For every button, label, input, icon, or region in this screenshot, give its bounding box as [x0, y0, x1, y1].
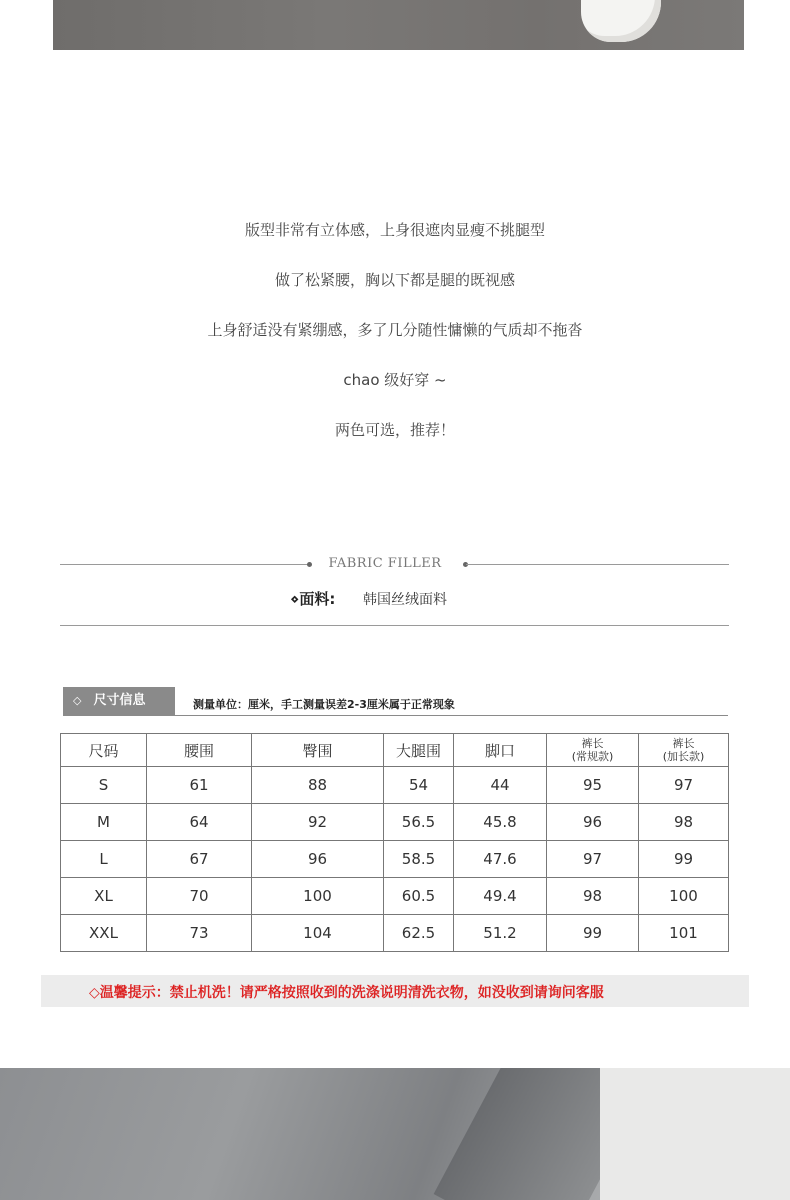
size-table-cell: 62.5	[384, 915, 454, 952]
size-table-cell: 96	[547, 804, 639, 841]
size-table-cell: 45.8	[454, 804, 547, 841]
size-info-tag-label: 尺寸信息	[93, 693, 146, 708]
header-hem: 脚口	[454, 734, 547, 767]
size-table-cell: 99	[547, 915, 639, 952]
size-measure-note: 测量单位：厘米，手工测量误差2-3厘米属于正常现象	[193, 698, 455, 711]
size-table-cell: L	[61, 841, 147, 878]
size-table-cell: 104	[252, 915, 384, 952]
size-table-cell: XL	[61, 878, 147, 915]
size-table-cell: M	[61, 804, 147, 841]
size-table-cell: 96	[252, 841, 384, 878]
fabric-label: ⋄面料:	[290, 590, 336, 608]
header-hip: 臀围	[252, 734, 384, 767]
size-table-cell: 56.5	[384, 804, 454, 841]
fabric-row	[0, 588, 790, 610]
size-table-row	[61, 878, 729, 915]
size-table-cell: XXL	[61, 915, 147, 952]
header-thigh: 大腿围	[384, 734, 454, 767]
diamond-icon: ◇	[73, 694, 82, 707]
size-table-cell: 51.2	[454, 915, 547, 952]
size-table-row	[61, 841, 729, 878]
header-length-regular: 裤长 (常规款)	[547, 734, 639, 767]
size-table-cell: 88	[252, 767, 384, 804]
bottom-fabric-photo	[0, 1068, 790, 1200]
fabric-divider-right	[466, 564, 729, 565]
size-table-cell: 97	[639, 767, 729, 804]
header-waist: 腰围	[147, 734, 252, 767]
size-table-cell: 92	[252, 804, 384, 841]
size-table-cell: 49.4	[454, 878, 547, 915]
description-line-3: 上身舒适没有紧绷感，多了几分随性慵懒的气质却不拖沓	[207, 321, 583, 339]
wash-warning-banner	[41, 975, 749, 1007]
fabric-divider-left	[60, 564, 310, 565]
size-table-cell: 97	[547, 841, 639, 878]
size-table-cell: 95	[547, 767, 639, 804]
wash-warning-text: ◇温馨提示：禁止机洗！请严格按照收到的洗涤说明清洗衣物，如没收到请询问客服	[89, 985, 604, 1001]
size-table-cell: 61	[147, 767, 252, 804]
size-table-cell: 60.5	[384, 878, 454, 915]
header-length-long: 裤长 (加长款)	[639, 734, 729, 767]
description-line-4: chao 级好穿 ~	[343, 371, 447, 389]
header-size: 尺码	[61, 734, 147, 767]
size-table-cell: S	[61, 767, 147, 804]
size-info-underline	[63, 715, 728, 716]
size-table-cell: 100	[639, 878, 729, 915]
description-line-2: 做了松紧腰，胸以下都是腿的既视感	[274, 271, 515, 289]
description-line-1: 版型非常有立体感，上身很遮肉显瘦不挑腿型	[244, 221, 545, 239]
size-table-row	[61, 767, 729, 804]
white-sneaker	[581, 0, 661, 42]
fabric-divider-bottom	[60, 625, 729, 626]
size-table	[60, 733, 729, 952]
size-table-cell: 100	[252, 878, 384, 915]
size-table-cell: 70	[147, 878, 252, 915]
size-table-cell: 47.6	[454, 841, 547, 878]
size-table-cell: 58.5	[384, 841, 454, 878]
top-product-photo	[53, 0, 744, 50]
photo-background	[600, 1068, 790, 1200]
size-table-cell: 64	[147, 804, 252, 841]
size-table-cell: 67	[147, 841, 252, 878]
size-info-tag	[63, 687, 175, 715]
fabric-value: 韩国丝绒面料	[363, 592, 447, 608]
size-table-cell: 44	[454, 767, 547, 804]
size-table-cell: 73	[147, 915, 252, 952]
fabric-title: FABRIC FILLER	[328, 556, 442, 571]
size-table-cell: 101	[639, 915, 729, 952]
size-table-cell: 54	[384, 767, 454, 804]
size-table-cell: 98	[547, 878, 639, 915]
size-table-cell: 98	[639, 804, 729, 841]
description-line-5: 两色可选，推荐！	[334, 421, 455, 439]
size-table-row	[61, 915, 729, 952]
size-table-row	[61, 804, 729, 841]
size-table-header	[61, 734, 729, 767]
fabric-divider-dot-left	[307, 562, 312, 567]
size-table-cell: 99	[639, 841, 729, 878]
